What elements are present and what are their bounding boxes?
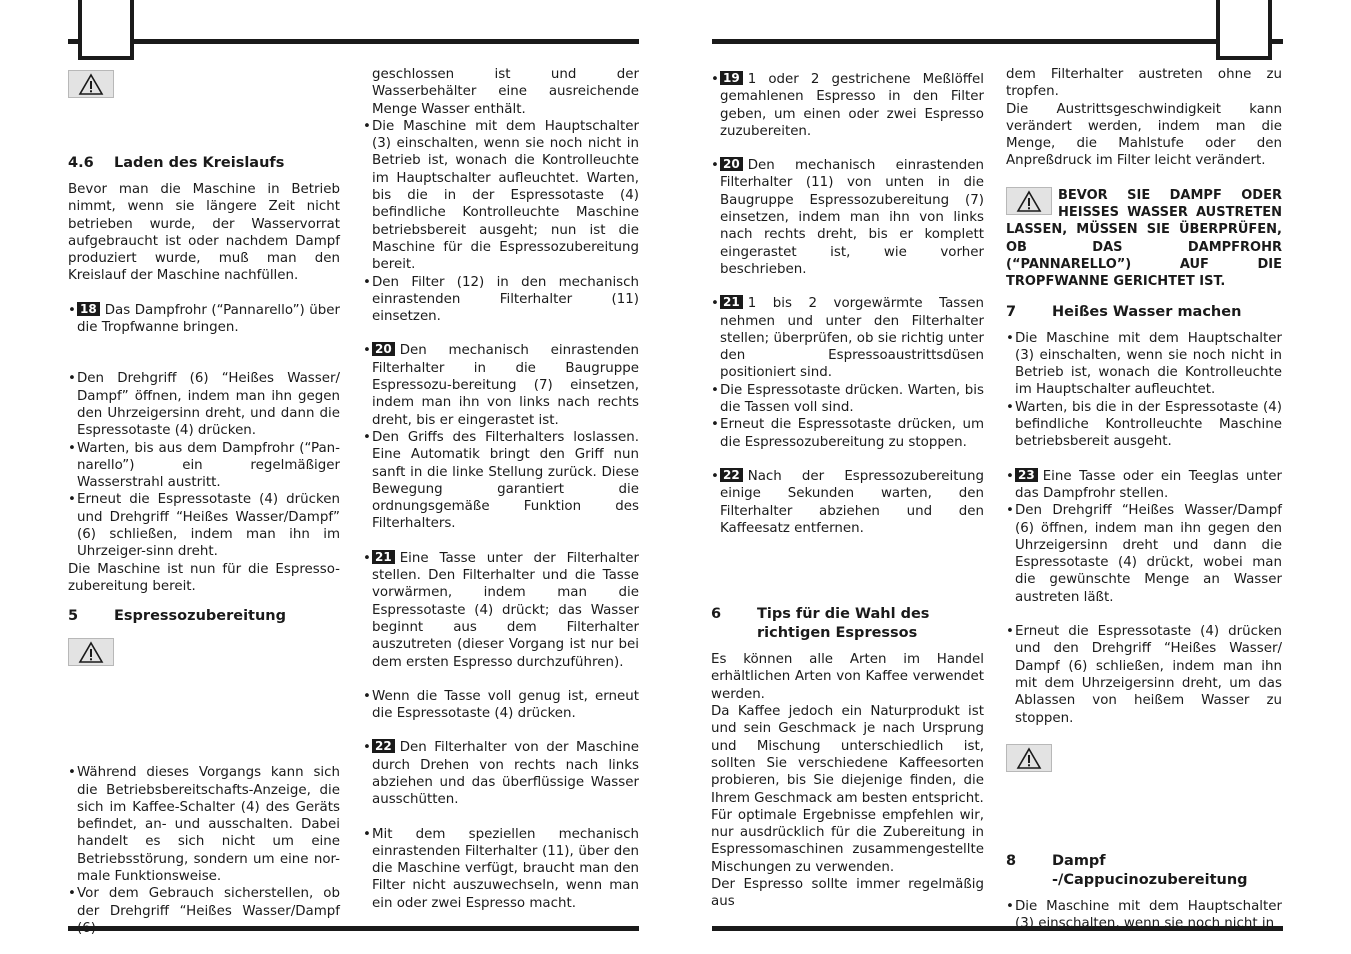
list-item: • Vor dem Gebrauch sicherstellen, ob der Drehgriff “Heißes Wasser/Dampf (6) — [68, 885, 340, 937]
page-tab-left — [78, 0, 134, 60]
list-item: • Die Maschine mit dem Hauptschalter (3) einschalten, wenn sie noch nicht in Betrieb ist, wonach die Kontrolleuchte im Hauptschalter aufleuchtet. — [1006, 330, 1282, 399]
ready-paragraph: Die Maschine ist nun für die Espresso-zubereitung bereit. — [68, 561, 340, 594]
warning-icon — [68, 70, 114, 98]
list-item: • Erneut die Espressotaste drücken, um die Espressozubereitung zu stoppen. — [711, 416, 984, 451]
column-1 — [68, 70, 340, 937]
list-item: • Den Griffs des Filterhalters loslassen. Eine Automatik bringt den Griff nun sanft in die linke Stellung zurück. Diese Bewegung garantiert die ordnungsgemäße Funktion des Filterhalters. — [363, 429, 639, 533]
step-18-item: • 18 Das Dampfrohr (“Pannarello”) über die Tropfwanne bringen. — [68, 302, 340, 337]
step-19-item: • 19 1 oder 2 gestrichene Meßlöffel gemahlenen Espresso in den Filter geben, um einen oder zwei Espresso zuzubereiten. — [711, 71, 984, 140]
list-item: • Erneut die Espressotaste (4) drücken und den Drehgriff “Heißes Wasser/ Dampf (6) schließen, indem man ihn mit dem Uhrzeigersinn dreht, um das Ablassen von heißem Wasser zu stoppen. — [1006, 623, 1282, 727]
column-2 — [363, 66, 639, 912]
section-heading-8: 8 Dampf -/Cappucinozubereitung — [1006, 852, 1248, 888]
section-heading-7: 7 Heißes Wasser machen — [1006, 303, 1242, 320]
list-item: • Warten, bis aus dem Dampfrohr (“Pan-narello”) ein regelmäßiger Wasserstrahl austritt. — [68, 440, 340, 492]
warning-icon — [1006, 744, 1052, 772]
step-badge: 20 — [372, 342, 395, 356]
warning-icon — [1006, 187, 1052, 215]
warning-icon — [68, 638, 114, 666]
step-22-item: • 22 Nach der Espressozubereitung einige Sekunden warten, den Filterhalter abziehen und den Kaffeesatz entfernen. — [711, 468, 984, 537]
list-item: • Die Maschine mit dem Hauptschalter (3) einschalten, wenn sie noch nicht in Betrieb ist, wonach die Kontrolleuchte im Hauptschalter aufleuchtet. Warten, bis die in der Espressotaste (4) befindliche Kontrolleuchte Maschine betriebsbereit ausgeht; nun ist die Maschine für die Espressozubereitung bereit. — [363, 118, 639, 274]
step-badge: 21 — [372, 550, 395, 564]
paragraph: Da Kaffee jedoch ein Naturprodukt ist und sein Geschmack je nach Ursprung und Mischung unterschiedlich ist, sollten Sie verschiedene Kaffeesorten probieren, bis Sie diejenige finden, die Ihrem Geschmack am besten entspricht. — [711, 704, 984, 806]
step-23-item: • 23 Eine Tasse oder ein Teeglas unter das Dampfrohr stellen. — [1006, 468, 1282, 503]
continued-text: dem Filterhalter austreten ohne zu tropfen. — [1006, 67, 1282, 100]
section-heading-5: 5 Espressozubereitung — [68, 608, 287, 625]
top-rule-left — [68, 39, 639, 44]
continued-text: geschlossen ist und der Wasserbehälter eine ausreichende Menge Wasser enthält. — [372, 67, 639, 117]
list-item: • Den Drehgriff (6) “Heißes Wasser/ Dampf” öffnen, indem man ihn gegen den Uhrzeigersinn dreht, und dann die Espressotaste (4) drücken. — [68, 370, 340, 439]
list-item: • Erneut die Espressotaste (4) drücken und Drehgriff “Heißes Wasser/Dampf” (6) schließen, indem man ihn im Uhrzeiger-sinn dreht. — [68, 491, 340, 560]
step-badge: 22 — [372, 739, 395, 753]
step-badge: 23 — [1015, 468, 1038, 482]
column-4 — [1006, 66, 1282, 932]
step-badge: 21 — [720, 295, 743, 309]
intro-paragraph: Bevor man die Maschine in Betrieb nimmt, wenn sie längere Zeit nicht betrieben wurde, der Wasservorrat aufgebraucht ist oder nachdem Dampf produziert wurde, muß man den Kreislauf der Maschine nachfüllen. — [68, 182, 340, 284]
warning-note: BEVOR SIE DAMPF ODER HEISSES WASSER AUSTRETEN LASSEN, MÜSSEN SIE ÜBERPRÜFEN, OB DAS DAMPFROHR (“PANNARELLO”) AUF DIE TROPFWANNE GERICHTET IST. — [1006, 187, 1282, 290]
list-item: • Warten, bis die in der Espressotaste (4) befindliche Kontrolleuchte Maschine betriebsbereit ausgeht. — [1006, 399, 1282, 451]
list-item: • Mit dem speziellen mechanisch einrastenden Filterhalter (11), über den die Maschine verfügt, braucht man den Filter nicht auszuwechseln, wenn man ein oder zwei Espresso macht. — [363, 826, 639, 912]
step-22-item: • 22 Den Filterhalter von der Maschine durch Drehen von rechts nach links abziehen und das überflüssige Wasser ausschütten. — [363, 739, 639, 808]
page-tab-right — [1216, 0, 1272, 60]
top-rule-right — [712, 39, 1283, 44]
list-item: • Den Drehgriff “Heißes Wasser/Dampf (6) öffnen, indem man ihn gegen den Uhrzeigersinn dreht und dann die Espressotaste (4) drückt, wobei man die gewünschte Menge an Wasser austreten läßt. — [1006, 502, 1282, 606]
step-badge: 18 — [77, 302, 100, 316]
section-heading-4-6: 4.6 Laden des Kreislaufs — [68, 155, 285, 171]
paragraph: Es können alle Arten im Handel erhältlichen Arten von Kaffee verwendet werden. — [711, 652, 984, 702]
step-20-item: • 20 Den mechanisch einrastenden Filterhalter in die Baugruppe Espressozu-bereitung (7) einsetzen, indem man ihn von links nach rechts dreht, bis er eingerastet ist. — [363, 342, 639, 428]
paragraph: Der Espresso sollte immer regelmäßig aus — [711, 876, 984, 910]
list-item: • Wenn die Tasse voll genug ist, erneut die Espressotaste (4) drücken. — [363, 688, 639, 723]
step-badge: 20 — [720, 157, 743, 171]
list-item: • Die Maschine mit dem Hauptschalter (3) einschalten, wenn sie noch nicht in — [1006, 898, 1282, 933]
step-badge: 19 — [720, 71, 743, 85]
paragraph: Für optimale Ergebnisse empfehlen wir, nur ausdrücklich für die Zubereitung in Espressomaschinen zusammengestellte Mischungen zu verwenden. — [711, 807, 984, 875]
section-heading-6: 6 Tips für die Wahl des richtigen Espressos — [711, 606, 930, 642]
column-3 — [711, 71, 984, 911]
step-badge: 22 — [720, 468, 743, 482]
list-item: • Die Espressotaste drücken. Warten, bis die Tassen voll sind. — [711, 382, 984, 417]
list-item: • Den Filter (12) in den mechanisch einrastenden Filterhalter (11) einsetzen. — [363, 274, 639, 326]
step-21-item: • 21 1 bis 2 vorgewärmte Tassen nehmen und unter den Filterhalter stellen; überprüfen, ob sie richtig unter den Espressoaustrittsdüsen positioniert sind. — [711, 295, 984, 381]
list-item: • Während dieses Vorgangs kann sich die Betriebsbereitschafts-Anzeige, die sich im Kaffee-Schalter (4) des Geräts befindet, an- und ausschalten. Dabei handelt es sich nicht um eine Betriebsstörung, sondern um eine nor-male Funktionsweise. — [68, 764, 340, 885]
step-20-item: • 20 Den mechanisch einrastenden Filterhalter (11) von unten in die Baugruppe Espressozubereitung (7) einsetzen, indem man ihn von links nach rechts dreht, bis er komplett eingerastet ist, wie vorher beschrieben. — [711, 157, 984, 278]
paragraph: Die Austrittsgeschwindigkeit kann verändert werden, indem man die Menge, die Mahlstufe oder den Anpreßdruck im Filter leicht verändert. — [1006, 101, 1282, 169]
step-21-item: • 21 Eine Tasse unter der Filterhalter stellen. Den Filterhalter und die Tasse vorwärmen, indem man die Espressotaste (4) drückt; das Wasser beginnt aus dem Filterhalter auszutreten (dieser Vorgang ist nur bei dem ersten Espresso durchzuführen). — [363, 550, 639, 671]
